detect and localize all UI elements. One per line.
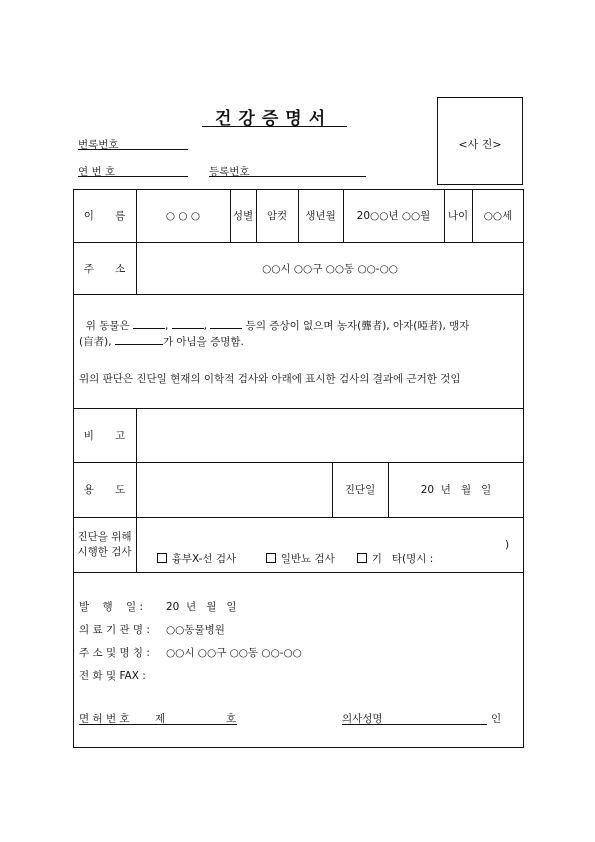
remarks-label: 비 고 bbox=[83, 429, 126, 442]
clinic-address-value: ○○시 ○○구 ○○동 ○○-○○ bbox=[166, 647, 302, 659]
test-chest-xray-label: 흉부X-선 검사 bbox=[171, 553, 237, 565]
birth-label: 생년월 bbox=[305, 210, 336, 222]
test-chest-xray[interactable] bbox=[150, 539, 236, 566]
checkbox-icon[interactable] bbox=[266, 553, 276, 563]
remarks-field[interactable] bbox=[137, 409, 523, 461]
registration-line[interactable] bbox=[78, 149, 188, 150]
symptom-blank[interactable] bbox=[172, 318, 204, 329]
license-ho: 호 bbox=[226, 713, 237, 725]
regnum-line[interactable] bbox=[209, 176, 366, 177]
test-other[interactable] bbox=[350, 539, 433, 566]
purpose-field[interactable] bbox=[137, 463, 331, 516]
test-urinalysis[interactable] bbox=[259, 539, 335, 566]
tests-label bbox=[73, 517, 136, 572]
statement-part-c: (盲者), bbox=[79, 336, 112, 348]
photo-box bbox=[437, 97, 523, 185]
photo-label: <사 진> bbox=[458, 138, 502, 151]
symptom-blank[interactable] bbox=[133, 318, 165, 329]
statement-part-d: 가 아님을 증명함. bbox=[162, 336, 244, 348]
name-label: 이 름 bbox=[83, 210, 126, 222]
diagnosis-date-value: 20 년 월 일 bbox=[420, 484, 492, 496]
checkbox-icon[interactable] bbox=[157, 553, 167, 563]
age-label: 나이 bbox=[447, 210, 469, 222]
row-divider bbox=[73, 517, 524, 518]
clinic-address-label: 주 소 및 명 칭 : bbox=[79, 647, 150, 659]
test-urinalysis-label: 일반뇨 검사 bbox=[280, 553, 335, 565]
regnum-label: 등록번호 bbox=[209, 166, 250, 178]
issue-date-label: 발 행 일 : bbox=[79, 601, 144, 613]
condition-blank[interactable] bbox=[115, 334, 163, 345]
vet-signature-line[interactable] bbox=[342, 724, 487, 725]
document-title: 건강증명서 bbox=[215, 109, 333, 129]
symptom-blank[interactable] bbox=[210, 318, 242, 329]
license-number-label: 면 허 번 호 bbox=[79, 713, 130, 725]
vet-name-label: 의사성명 bbox=[342, 713, 383, 725]
phone-fax-label: 전 화 및 FAX : bbox=[79, 670, 146, 682]
seal-mark: 인 bbox=[491, 713, 502, 725]
license-number-line[interactable] bbox=[79, 724, 237, 725]
row-divider bbox=[73, 294, 524, 295]
serial-line[interactable] bbox=[78, 176, 188, 177]
license-je: 제 bbox=[155, 713, 166, 725]
test-other-label: 기 타(명시 : bbox=[371, 553, 434, 565]
sex-value: 암컷 bbox=[266, 210, 288, 222]
diagnosis-date-label: 진단일 bbox=[344, 484, 376, 496]
address-value: ○○시 ○○구 ○○동 ○○-○○ bbox=[262, 262, 398, 275]
test-other-close: ) bbox=[505, 539, 510, 551]
tests-label-line2: 시행한 검사 bbox=[77, 545, 132, 558]
name-value: ○ ○ ○ bbox=[165, 209, 201, 222]
statement-part-a: 위 동물은 bbox=[85, 320, 130, 332]
purpose-label: 용 도 bbox=[83, 484, 126, 496]
issue-date-value: 20 년 월 일 bbox=[166, 601, 237, 613]
registration-label: 번록번호 bbox=[78, 139, 119, 151]
statement-basis: 위의 판단은 진단일 현재의 이학적 검사와 아래에 표시한 검사의 결과에 근거한 것임 bbox=[79, 373, 461, 385]
title-underline bbox=[202, 126, 347, 127]
statement-text: 위 동물은 , , 등의 증상이 없으며 농자(聾者), 아자(啞者), 맹자 (盲者), 가 아님을 증명함. bbox=[79, 320, 470, 348]
serial-label: 연 번 호 bbox=[78, 166, 116, 178]
row-divider bbox=[73, 572, 524, 573]
checkbox-icon[interactable] bbox=[357, 553, 367, 563]
clinic-name-label: 의 료 기 관 명 : bbox=[79, 624, 150, 636]
birth-value: 20○○년 ○○월 bbox=[356, 210, 431, 222]
sex-label: 성별 bbox=[232, 210, 254, 222]
age-value: ○○세 bbox=[483, 210, 513, 222]
tests-label-line1: 진단을 위해 bbox=[77, 530, 132, 543]
address-label: 주 소 bbox=[83, 262, 126, 275]
clinic-name-value: ○○동물병원 bbox=[166, 624, 225, 636]
statement-part-b: 등의 증상이 없으며 농자(聾者), 아자(啞者), 맹자 bbox=[245, 320, 470, 332]
